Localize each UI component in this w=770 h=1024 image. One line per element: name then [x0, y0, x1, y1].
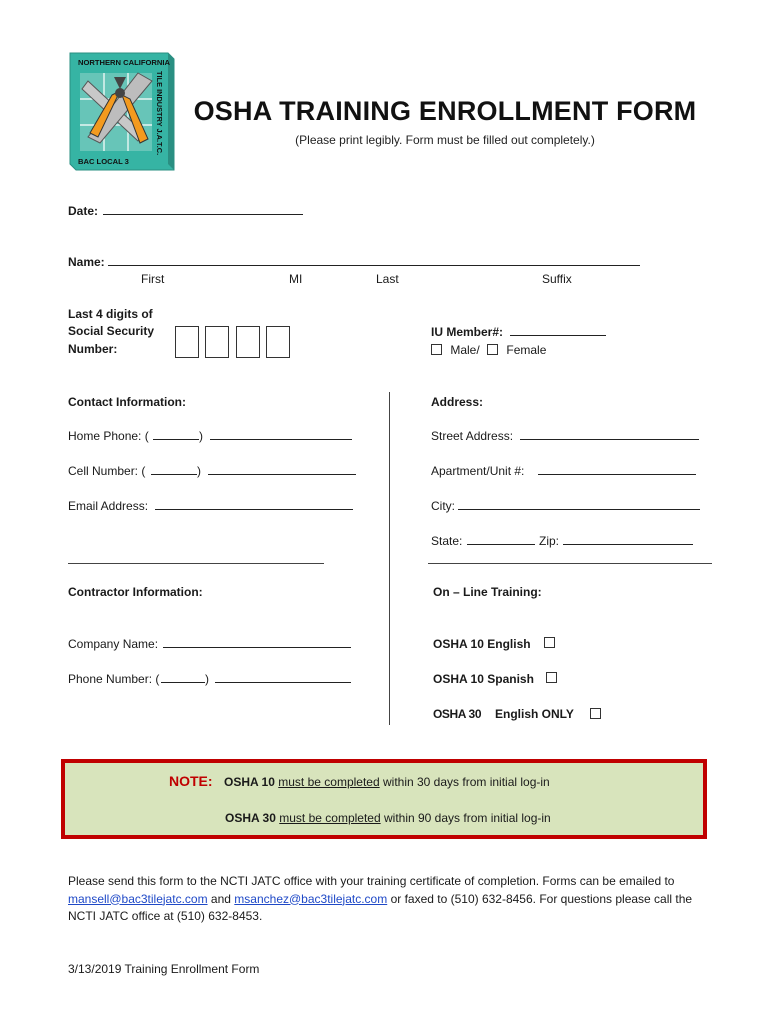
footer-date: 3/13/2019 Training Enrollment Form — [68, 962, 260, 976]
email-link-mansell[interactable]: mansell@bac3tilejatc.com — [68, 891, 208, 906]
footer-and: and — [210, 891, 231, 906]
email-label: Email Address: — [68, 499, 149, 513]
name-suffix-caption: Suffix — [542, 272, 572, 286]
online-heading: On – Line Training: — [433, 585, 542, 599]
horizontal-divider-right — [428, 563, 712, 564]
home-phone-field[interactable] — [210, 428, 352, 440]
footer-text-part1: Please send this form to the NCTI JATC office with your training certificate of completion. Forms can be emailed to — [68, 874, 675, 888]
note-line-1 — [224, 775, 550, 789]
osha10-english-checkbox[interactable] — [544, 637, 555, 648]
name-label: Name: — [68, 255, 105, 269]
ssn-label-line3: Number: — [68, 342, 118, 356]
email-field[interactable] — [155, 498, 353, 510]
note-line-1-rest: within 30 days from initial log-in — [382, 775, 550, 789]
email-link-msanchez[interactable]: msanchez@bac3tilejatc.com — [234, 891, 388, 906]
contractor-phone-area-field[interactable] — [161, 671, 205, 683]
gender-row — [431, 343, 546, 357]
date-field[interactable] — [103, 203, 303, 215]
name-last-caption: Last — [376, 272, 399, 286]
ssn-label-line1: Last 4 digits of — [68, 307, 153, 321]
home-phone-paren: ) — [199, 429, 203, 443]
note-line-1-underlined: must be completed — [278, 775, 380, 789]
logo-top-text: NORTHERN CALIFORNIA — [78, 58, 170, 67]
iu-member-field[interactable] — [510, 324, 606, 336]
female-label: Female — [506, 343, 547, 357]
male-label: Male/ — [450, 343, 480, 357]
logo-bottom-text: BAC LOCAL 3 — [78, 157, 129, 166]
state-field[interactable] — [467, 533, 535, 545]
street-field[interactable] — [520, 428, 699, 440]
company-label: Company Name: — [68, 637, 159, 651]
vertical-divider — [389, 392, 390, 725]
date-label: Date: — [68, 204, 99, 218]
note-line-2 — [225, 811, 551, 825]
address-heading: Address: — [431, 395, 484, 409]
street-label: Street Address: — [431, 429, 514, 443]
female-checkbox[interactable] — [487, 344, 498, 355]
city-field[interactable] — [458, 498, 700, 510]
male-checkbox[interactable] — [431, 344, 442, 355]
page-subtitle: (Please print legibly. Form must be filled out completely.) — [295, 133, 595, 147]
footer-text-part2: or faxed to (510) 632-8456. For questions please call the NCTI JATC office at (510) 632-8453. — [68, 891, 693, 923]
note-line-1-course: OSHA 10 — [224, 775, 275, 789]
cell-number-field[interactable] — [208, 463, 356, 475]
ssn-digit-4-input[interactable] — [266, 326, 290, 358]
note-line-2-course: OSHA 30 — [225, 811, 276, 825]
note-line-2-underlined: must be completed — [279, 811, 381, 825]
cell-paren: ) — [197, 464, 201, 478]
logo-side-text: TILE INDUSTRY J.A.T.C. — [155, 71, 164, 156]
home-phone-label: Home Phone: ( — [68, 429, 149, 443]
ssn-digit-1-input[interactable] — [175, 326, 199, 358]
ssn-label-line2: Social Security — [68, 324, 155, 338]
contractor-phone-field[interactable] — [215, 671, 351, 683]
contractor-phone-label: Phone Number: ( — [68, 672, 160, 686]
city-label: City: — [431, 499, 455, 513]
ssn-digit-3-input[interactable] — [236, 326, 260, 358]
page-title: OSHA TRAINING ENROLLMENT FORM — [193, 96, 697, 126]
contractor-heading: Contractor Information: — [68, 585, 203, 599]
osha10-spanish-checkbox[interactable] — [546, 672, 557, 683]
zip-label: Zip: — [539, 534, 560, 548]
cell-area-field[interactable] — [151, 463, 197, 475]
zip-field[interactable] — [563, 533, 693, 545]
apartment-label: Apartment/Unit #: — [431, 464, 525, 478]
note-box — [61, 759, 707, 839]
name-first-caption: First — [141, 272, 165, 286]
horizontal-divider-left — [68, 563, 324, 564]
apartment-field[interactable] — [538, 463, 696, 475]
osha30-checkbox[interactable] — [590, 708, 601, 719]
footer-instructions — [68, 873, 708, 926]
name-field[interactable] — [108, 254, 640, 266]
home-phone-area-field[interactable] — [153, 428, 199, 440]
iu-member-label: IU Member#: — [431, 325, 504, 339]
name-mi-caption: MI — [289, 272, 303, 286]
osha10-spanish-label: OSHA 10 Spanish — [433, 672, 534, 686]
osha30-english-only-label: English ONLY — [495, 707, 574, 721]
note-label: NOTE: — [169, 773, 213, 789]
ssn-digit-2-input[interactable] — [205, 326, 229, 358]
contact-heading: Contact Information: — [68, 395, 186, 409]
company-field[interactable] — [163, 636, 351, 648]
state-label: State: — [431, 534, 463, 548]
contractor-phone-paren: ) — [205, 672, 209, 686]
cell-number-label: Cell Number: ( — [68, 464, 146, 478]
note-line-2-rest: within 90 days from initial log-in — [383, 811, 551, 825]
osha10-english-label: OSHA 10 English — [433, 637, 531, 651]
osha30-label: OSHA 30 — [433, 707, 482, 721]
